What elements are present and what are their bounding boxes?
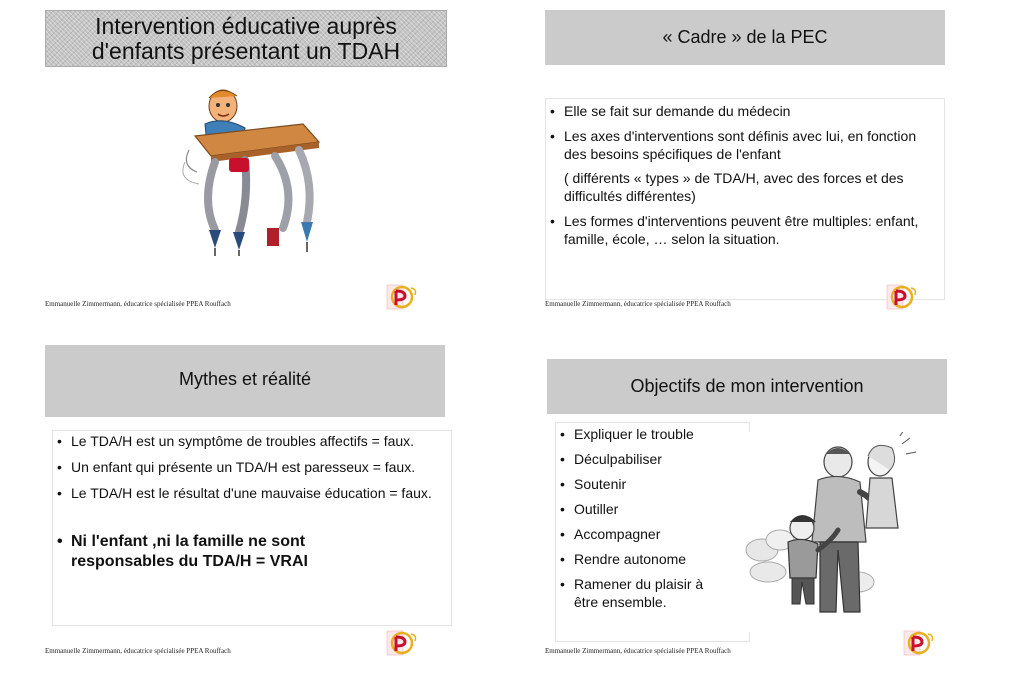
list-item: • Ni l'enfant ,ni la famille ne sont responsables du TDA/H = VRAI	[57, 533, 308, 570]
slide-4-title: Objectifs de mon intervention	[547, 359, 947, 414]
slide-3-footer: Emmanuelle Zimmermann, éducatrice spécialisée PPEA Rouffach	[45, 647, 231, 655]
list-item: • Un enfant qui présente un TDA/H est paresseux = faux.	[57, 459, 416, 475]
slide-3-bullet-list	[53, 433, 445, 572]
slide-1-title: Intervention éducative auprès d'enfants présentant un TDAH	[45, 10, 447, 67]
list-item: • Soutenir	[560, 476, 627, 492]
list-item: • Rendre autonome	[560, 551, 687, 567]
slide-3-conclusion: Ni l'enfant ,ni la famille ne sont responsables du TDA/H = VRAI	[71, 533, 308, 570]
slide-3-title: Mythes et réalité	[45, 345, 445, 417]
slide-4-footer: Emmanuelle Zimmermann, éducatrice spécialisée PPEA Rouffach	[545, 647, 731, 655]
list-item: • Accompagner	[560, 526, 661, 542]
list-item: • Outiller	[560, 501, 619, 517]
slide-4	[500, 337, 1000, 667]
slide-4-content	[555, 422, 750, 642]
ppea-logo	[883, 283, 923, 315]
list-item: • Le TDA/H est le résultat d'une mauvaise éducation = faux.	[57, 485, 432, 501]
list-item: • Ramener du plaisir à être ensemble.	[560, 576, 704, 610]
slide-4-bullet-list	[556, 425, 749, 611]
slide-2-title: « Cadre » de la PEC	[545, 10, 945, 65]
slide-3-content	[52, 430, 452, 626]
list-item: • Déculpabiliser	[560, 451, 662, 467]
slide-1	[0, 0, 500, 330]
ppea-logo	[900, 629, 940, 661]
list-item: • Les formes d'interventions peuvent être multiples: enfant, famille, école, … selon la situation.	[550, 213, 919, 247]
slide-2-bullet-list	[546, 102, 944, 163]
slide-2-footer: Emmanuelle Zimmermann, éducatrice spécialisée PPEA Rouffach	[545, 300, 731, 308]
ppea-logo	[383, 629, 423, 661]
list-item: • Les axes d'interventions sont définis avec lui, en fonction des besoins spécifiques de l'enfant	[550, 128, 917, 162]
list-item: • Elle se fait sur demande du médecin	[550, 103, 791, 119]
slide-3	[0, 337, 500, 667]
slide-2-content	[545, 98, 945, 300]
slide-1-footer: Emmanuelle Zimmermann, éducatrice spécialisée PPEA Rouffach	[45, 300, 231, 308]
child-at-desk-illustration	[175, 80, 325, 260]
list-item: • Le TDA/H est un symptôme de troubles affectifs = faux.	[57, 433, 415, 449]
family-illustration	[740, 432, 930, 632]
ppea-logo	[383, 283, 423, 315]
slide-2-note: ( différents « types » de TDA/H, avec des forces et des difficultés différentes)	[564, 170, 904, 204]
list-item: • Expliquer le trouble	[560, 426, 694, 442]
slide-2	[500, 0, 1000, 330]
